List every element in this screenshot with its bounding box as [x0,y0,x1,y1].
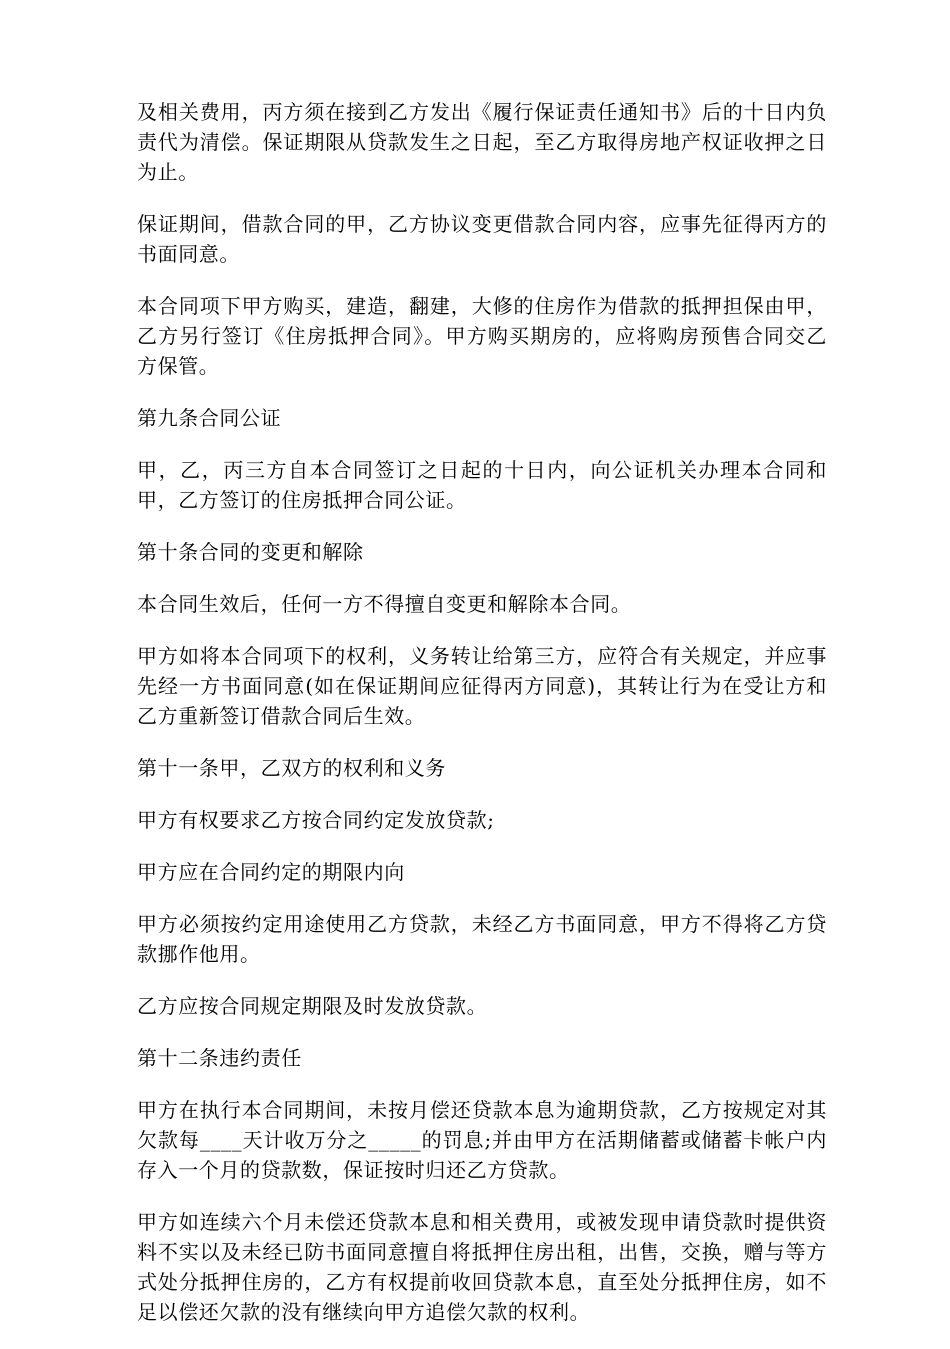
heading-article-12: 第十二条违约责任 [137,1046,302,1070]
paragraph-use-loan-purpose: 甲方必须按约定用途使用乙方贷款，未经乙方书面同意，甲方不得将乙方贷款挪作他用。 [137,912,827,966]
paragraph-transfer-rights: 甲方如将本合同项下的权利，义务转让给第三方，应符合有关规定，并应事先经一方书面同意(如在保证期间应征得丙方同意)，其转让行为在受让方和乙方重新签订借款合同后生效。 [137,644,827,728]
heading-article-9: 第九条合同公证 [137,406,282,430]
paragraph-notarization: 甲，乙，丙三方自本合同签订之日起的十日内，向公证机关办理本合同和甲，乙方签订的住房抵押合同公证。 [137,458,827,512]
paragraph-guarantee-period-change: 保证期间，借款合同的甲，乙方协议变更借款合同内容，应事先征得丙方的书面同意。 [137,212,827,266]
paragraph-overdue-penalty: 甲方在执行本合同期间，未按月偿还贷款本息为逾期贷款，乙方按规定对其欠款每____天计收万分之_____的罚息;并由甲方在活期储蓄或储蓄卡帐户内存入一个月的贷款数，保证按时归还乙方贷款。 [137,1098,827,1182]
paragraph-guarantee-repayment: 及相关费用，丙方须在接到乙方发出《履行保证责任通知书》后的十日内负责代为清偿。保证期限从贷款发生之日起，至乙方取得房地产权证收押之日为止。 [137,100,827,184]
heading-article-11: 第十一条甲，乙双方的权利和义务 [137,756,446,780]
paragraph-within-term: 甲方应在合同约定的期限内向 [137,860,405,884]
heading-article-10: 第十条合同的变更和解除 [137,540,364,564]
document-body [137,97,827,1349]
paragraph-no-unilateral-change: 本合同生效后，任何一方不得擅自变更和解除本合同。 [137,592,632,616]
paragraph-early-recovery: 甲方如连续六个月未偿还贷款本息和相关费用，或被发现申请贷款时提供资料不实以及未经已防书面同意擅自将抵押住房出租，出售，交换，赠与等方式处分抵押住房的，乙方有权提前收回贷款本息，直至处分抵押住房，如不足以偿还欠款的没有继续向甲方追偿欠款的权利。 [137,1210,827,1324]
paragraph-mortgage-guarantee: 本合同项下甲方购买，建造，翻建，大修的住房作为借款的抵押担保由甲，乙方另行签订《住房抵押合同》。甲方购买期房的，应将购房预售合同交乙方保管。 [137,294,827,378]
paragraph-timely-disbursement: 乙方应按合同规定期限及时发放贷款。 [137,994,488,1018]
paragraph-right-request-loan: 甲方有权要求乙方按合同约定发放贷款; [137,808,495,832]
